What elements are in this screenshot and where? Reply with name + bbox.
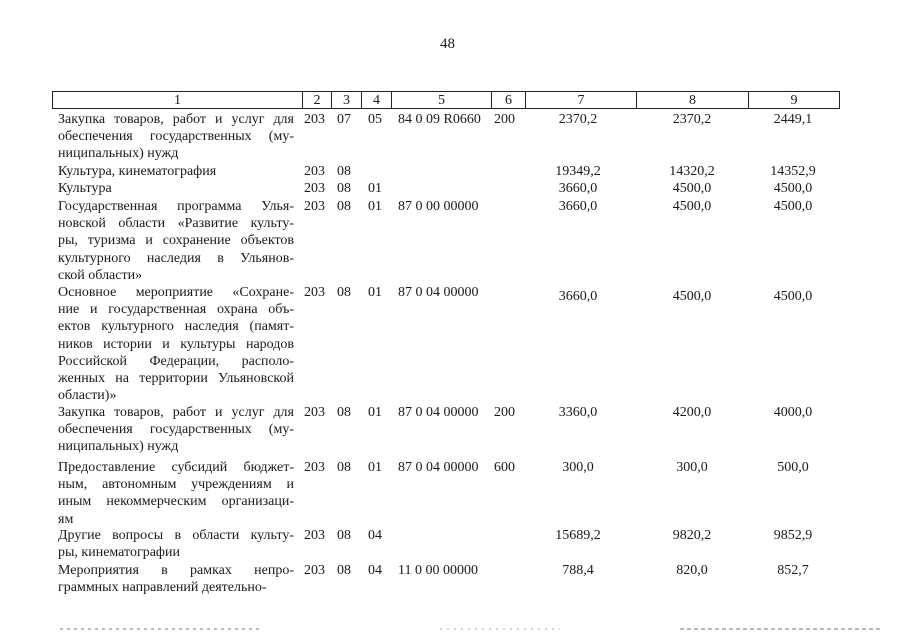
row-name-line: Другие вопросы в области культу- [58, 528, 294, 543]
col-value-7: 3660,0 [558, 181, 598, 196]
row-name-line: обеспечения государственных (му- [58, 129, 294, 145]
col-value-9: 4500,0 [773, 181, 813, 196]
col-kvsr: 203 [304, 528, 325, 543]
row-name-line: ры, туризма и сохранение объектов [58, 233, 294, 249]
row-name-line: ным, автономным учреждениям и [58, 477, 294, 493]
col-section: 08 [337, 164, 351, 179]
row-name [58, 111, 294, 163]
row-name-line: Закупка товаров, работ и услуг для [58, 112, 294, 127]
scan-artifact [0, 624, 905, 634]
page-number: 48 [440, 36, 455, 52]
col-value-8: 9820,2 [672, 528, 712, 543]
col-kvsr: 203 [304, 563, 325, 578]
header-col-9: 9 [790, 93, 798, 108]
row-name-line: ниципальных) нужд [58, 439, 179, 455]
header-col-3: 3 [332, 92, 362, 108]
row-name [58, 198, 294, 284]
header-col-1: 1 [53, 92, 303, 108]
col-subsection: 01 [368, 181, 382, 196]
header-col-6: 6 [492, 92, 526, 108]
row-name [58, 163, 294, 180]
col-kvsr: 203 [304, 181, 325, 196]
row-name-line: Основное мероприятие «Сохране- [58, 285, 294, 300]
col-target-article: 11 0 00 00000 [398, 563, 478, 578]
col-value-8: 4200,0 [672, 405, 712, 420]
col-subsection: 05 [368, 112, 382, 127]
row-name [58, 404, 294, 456]
col-kvsr: 203 [304, 285, 325, 300]
col-target-article: 84 0 09 R0660 [398, 112, 481, 127]
col-value-8: 4500,0 [672, 181, 712, 196]
row-name-line: граммных направлений деятельно- [58, 580, 267, 596]
row-name-line: Предоставление субсидий бюджет- [58, 460, 294, 475]
row-name-line: Государственная программа Улья- [58, 199, 294, 214]
col-value-9: 4500,0 [773, 289, 813, 304]
row-name-line: обеспечения государственных (му- [58, 422, 294, 438]
col-subsection: 01 [368, 405, 382, 420]
col-kvsr: 203 [304, 112, 325, 127]
row-name-line: ниципальных) нужд [58, 146, 179, 162]
col-subsection: 01 [368, 285, 382, 300]
row-name-line: Мероприятия в рамках непро- [58, 563, 294, 578]
row-name-line: новской области «Развитие культу- [58, 216, 294, 232]
row-name-line: Культура [58, 181, 112, 196]
row-name-line: области)» [58, 388, 117, 404]
col-value-9: 4500,0 [773, 199, 813, 214]
row-name-line: ской области» [58, 267, 143, 283]
table-header [52, 91, 840, 109]
col-kvsr: 203 [304, 460, 325, 475]
col-section: 08 [337, 563, 351, 578]
col-value-9: 4000,0 [773, 405, 813, 420]
header-col-2: 2 [303, 92, 332, 108]
col-value-8: 4500,0 [672, 199, 712, 214]
col-section: 07 [337, 112, 351, 127]
col-section: 08 [337, 405, 351, 420]
col-target-article: 87 0 04 00000 [398, 405, 479, 420]
row-name-line: Культура, кинематография [58, 164, 217, 179]
col-expense-type: 200 [494, 112, 515, 127]
col-value-9: 500,0 [777, 460, 809, 475]
row-name-line: женных на территории Ульяновской [58, 371, 294, 387]
row-name-line: ям [58, 511, 74, 527]
row-name [58, 459, 294, 528]
col-subsection: 01 [368, 460, 382, 475]
col-kvsr: 203 [304, 164, 325, 179]
col-expense-type: 600 [494, 460, 515, 475]
col-subsection: 01 [368, 199, 382, 214]
col-subsection: 04 [368, 528, 382, 543]
header-col-8: 8 [637, 92, 749, 108]
header-col-7: 7 [526, 92, 637, 108]
col-value-7: 2370,2 [558, 112, 598, 127]
col-section: 08 [337, 528, 351, 543]
col-value-8: 14320,2 [669, 164, 715, 179]
col-target-article: 87 0 04 00000 [398, 285, 479, 300]
col-value-9: 852,7 [777, 563, 809, 578]
col-section: 08 [337, 285, 351, 300]
col-value-8: 2370,2 [672, 112, 712, 127]
col-kvsr: 203 [304, 405, 325, 420]
row-name-line: ры, кинематографии [58, 545, 180, 561]
col-value-7: 788,4 [562, 563, 594, 578]
col-kvsr: 203 [304, 199, 325, 214]
row-name [58, 284, 294, 404]
row-name-line: иным некоммерческим организаци- [58, 494, 294, 510]
header-col-5: 5 [392, 92, 492, 108]
col-value-8: 820,0 [676, 563, 708, 578]
col-value-7: 300,0 [562, 460, 594, 475]
row-name [58, 180, 294, 197]
col-value-7: 3660,0 [558, 289, 598, 304]
col-value-9: 14352,9 [770, 164, 816, 179]
col-value-8: 4500,0 [672, 289, 712, 304]
col-section: 08 [337, 460, 351, 475]
col-value-9: 9852,9 [773, 528, 813, 543]
col-value-7: 3360,0 [558, 405, 598, 420]
row-name-line: ников истории и культуры народов [58, 336, 294, 352]
row-name-line: Закупка товаров, работ и услуг для [58, 405, 294, 420]
col-target-article: 87 0 04 00000 [398, 460, 479, 475]
row-name-line: Российской Федерации, располо- [58, 353, 294, 369]
col-expense-type: 200 [494, 405, 515, 420]
col-subsection: 04 [368, 563, 382, 578]
row-name-line: ние и государственная охрана объ- [58, 302, 294, 318]
row-name [58, 527, 294, 561]
col-value-7: 15689,2 [555, 528, 601, 543]
header-col-4: 4 [362, 92, 392, 108]
row-name-line: культурного наследия в Ульянов- [58, 250, 294, 266]
col-section: 08 [337, 199, 351, 214]
col-value-9: 2449,1 [773, 112, 813, 127]
col-section: 08 [337, 181, 351, 196]
col-value-7: 19349,2 [555, 164, 601, 179]
col-target-article: 87 0 00 00000 [398, 199, 479, 214]
col-value-8: 300,0 [676, 460, 708, 475]
row-name-line: ектов культурного наследия (памят- [58, 319, 294, 335]
row-name [58, 562, 294, 596]
col-value-7: 3660,0 [558, 199, 598, 214]
